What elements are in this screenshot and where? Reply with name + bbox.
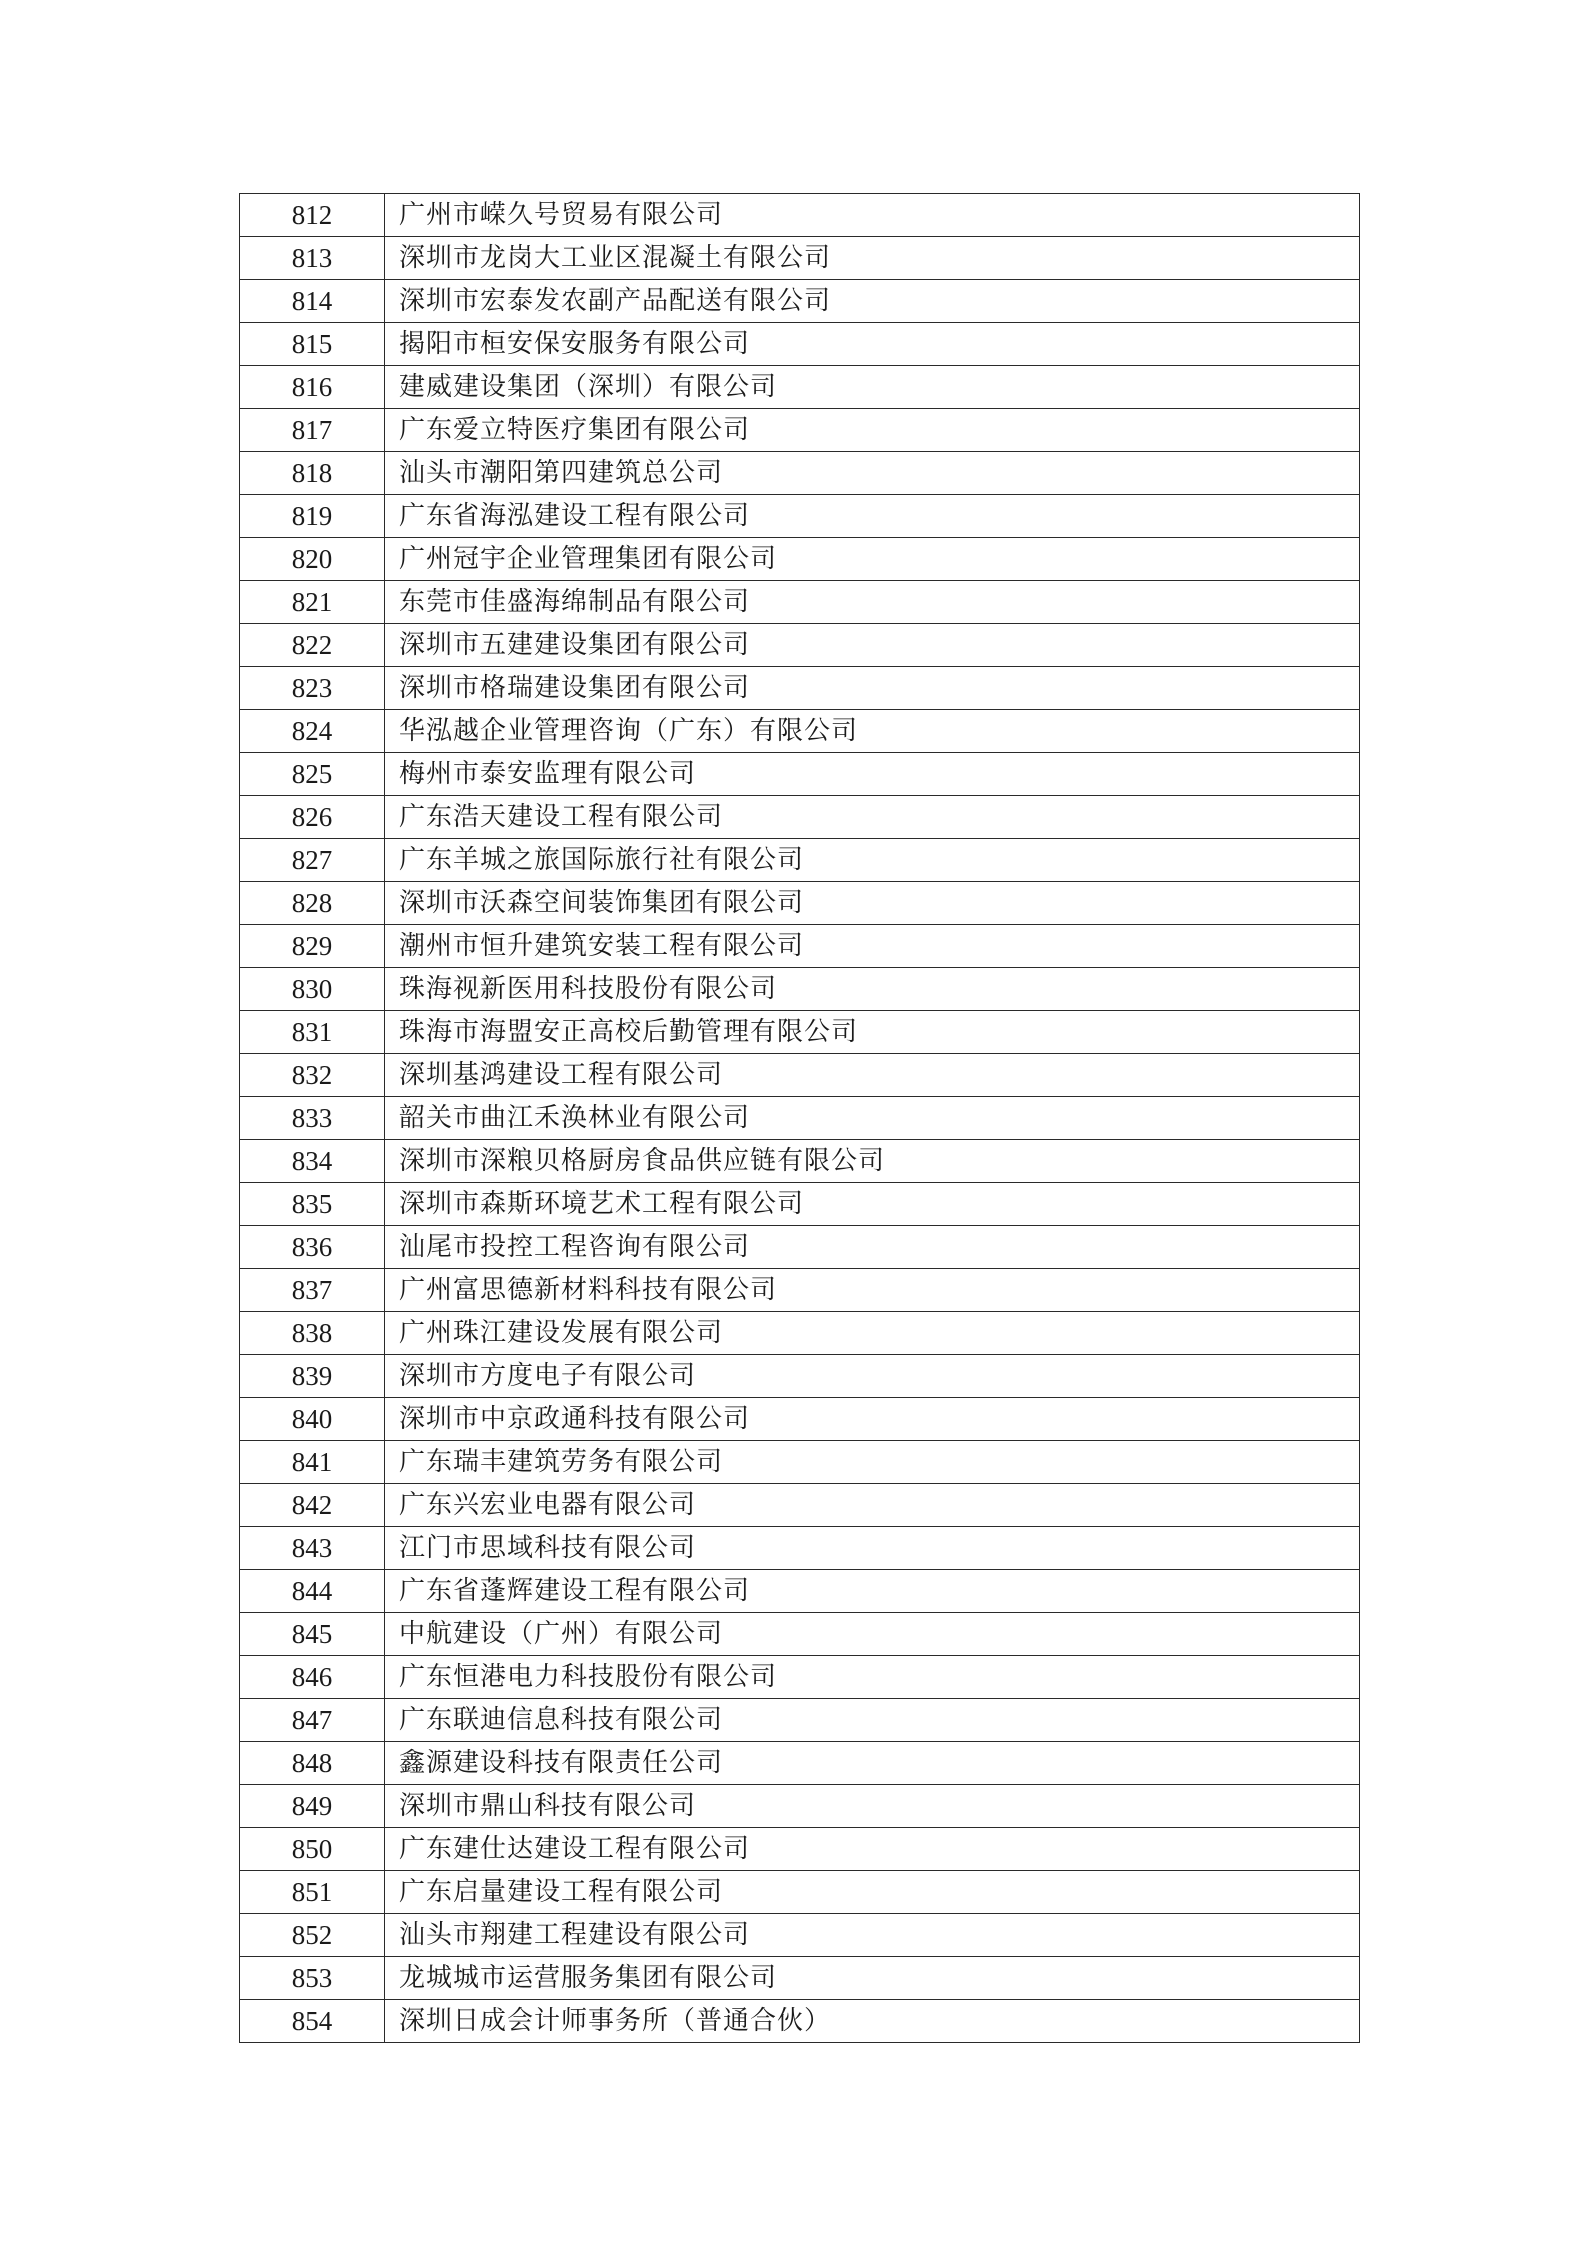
row-number: 835 <box>240 1183 385 1226</box>
row-number: 828 <box>240 882 385 925</box>
table-row <box>240 624 1360 667</box>
table-row <box>240 1441 1360 1484</box>
row-number: 822 <box>240 624 385 667</box>
table-row <box>240 323 1360 366</box>
row-number: 844 <box>240 1570 385 1613</box>
table-row <box>240 194 1360 237</box>
table-row <box>240 581 1360 624</box>
table-row <box>240 1570 1360 1613</box>
table-row <box>240 667 1360 710</box>
company-name: 广东省蓬辉建设工程有限公司 <box>385 1570 1360 1613</box>
company-name: 深圳市鼎山科技有限公司 <box>385 1785 1360 1828</box>
company-name: 潮州市恒升建筑安装工程有限公司 <box>385 925 1360 968</box>
table-row <box>240 366 1360 409</box>
table-row <box>240 1957 1360 2000</box>
company-name: 深圳市深粮贝格厨房食品供应链有限公司 <box>385 1140 1360 1183</box>
company-name: 深圳市方度电子有限公司 <box>385 1355 1360 1398</box>
company-name: 东莞市佳盛海绵制品有限公司 <box>385 581 1360 624</box>
company-name: 深圳市五建建设集团有限公司 <box>385 624 1360 667</box>
row-number: 838 <box>240 1312 385 1355</box>
row-number: 837 <box>240 1269 385 1312</box>
company-name: 深圳市中京政通科技有限公司 <box>385 1398 1360 1441</box>
company-name: 深圳市龙岗大工业区混凝土有限公司 <box>385 237 1360 280</box>
company-name: 深圳市森斯环境艺术工程有限公司 <box>385 1183 1360 1226</box>
company-name: 龙城城市运营服务集团有限公司 <box>385 1957 1360 2000</box>
row-number: 832 <box>240 1054 385 1097</box>
table-row <box>240 1785 1360 1828</box>
row-number: 824 <box>240 710 385 753</box>
row-number: 848 <box>240 1742 385 1785</box>
company-name: 汕头市潮阳第四建筑总公司 <box>385 452 1360 495</box>
row-number: 840 <box>240 1398 385 1441</box>
row-number: 853 <box>240 1957 385 2000</box>
company-name: 深圳市宏泰发农副产品配送有限公司 <box>385 280 1360 323</box>
table-row <box>240 1269 1360 1312</box>
table-row <box>240 1699 1360 1742</box>
company-name: 汕头市翔建工程建设有限公司 <box>385 1914 1360 1957</box>
company-name: 广州富思德新材料科技有限公司 <box>385 1269 1360 1312</box>
table-row <box>240 1613 1360 1656</box>
company-name: 珠海视新医用科技股份有限公司 <box>385 968 1360 1011</box>
row-number: 843 <box>240 1527 385 1570</box>
company-name: 梅州市泰安监理有限公司 <box>385 753 1360 796</box>
table-row <box>240 1226 1360 1269</box>
table-row <box>240 1914 1360 1957</box>
company-name: 中航建设（广州）有限公司 <box>385 1613 1360 1656</box>
company-list-table <box>239 193 1360 2043</box>
table-row <box>240 1656 1360 1699</box>
row-number: 823 <box>240 667 385 710</box>
company-name: 广东恒港电力科技股份有限公司 <box>385 1656 1360 1699</box>
row-number: 815 <box>240 323 385 366</box>
company-name: 深圳日成会计师事务所（普通合伙） <box>385 2000 1360 2043</box>
table-row <box>240 925 1360 968</box>
table-row <box>240 1312 1360 1355</box>
table-row <box>240 1183 1360 1226</box>
row-number: 836 <box>240 1226 385 1269</box>
company-name: 韶关市曲江禾涣林业有限公司 <box>385 1097 1360 1140</box>
table-row <box>240 452 1360 495</box>
table-row <box>240 1140 1360 1183</box>
company-name: 广东启量建设工程有限公司 <box>385 1871 1360 1914</box>
row-number: 827 <box>240 839 385 882</box>
company-name: 广州冠宇企业管理集团有限公司 <box>385 538 1360 581</box>
row-number: 830 <box>240 968 385 1011</box>
row-number: 820 <box>240 538 385 581</box>
table-row <box>240 796 1360 839</box>
company-name: 华泓越企业管理咨询（广东）有限公司 <box>385 710 1360 753</box>
row-number: 847 <box>240 1699 385 1742</box>
table-row <box>240 753 1360 796</box>
row-number: 839 <box>240 1355 385 1398</box>
table-row <box>240 968 1360 1011</box>
company-name: 广东瑞丰建筑劳务有限公司 <box>385 1441 1360 1484</box>
company-name: 广州市嵘久号贸易有限公司 <box>385 194 1360 237</box>
company-name: 深圳市格瑞建设集团有限公司 <box>385 667 1360 710</box>
company-name: 鑫源建设科技有限责任公司 <box>385 1742 1360 1785</box>
table-row <box>240 1097 1360 1140</box>
table-row <box>240 1011 1360 1054</box>
company-name: 揭阳市桓安保安服务有限公司 <box>385 323 1360 366</box>
table-row <box>240 2000 1360 2043</box>
company-name: 深圳基鸿建设工程有限公司 <box>385 1054 1360 1097</box>
table-row <box>240 409 1360 452</box>
row-number: 833 <box>240 1097 385 1140</box>
table-row <box>240 710 1360 753</box>
row-number: 825 <box>240 753 385 796</box>
table-row <box>240 538 1360 581</box>
company-name: 汕尾市投控工程咨询有限公司 <box>385 1226 1360 1269</box>
row-number: 849 <box>240 1785 385 1828</box>
company-name: 建威建设集团（深圳）有限公司 <box>385 366 1360 409</box>
row-number: 819 <box>240 495 385 538</box>
row-number: 842 <box>240 1484 385 1527</box>
row-number: 851 <box>240 1871 385 1914</box>
table-row <box>240 237 1360 280</box>
row-number: 812 <box>240 194 385 237</box>
company-name: 珠海市海盟安正高校后勤管理有限公司 <box>385 1011 1360 1054</box>
company-name: 广东建仕达建设工程有限公司 <box>385 1828 1360 1871</box>
row-number: 817 <box>240 409 385 452</box>
table-row <box>240 839 1360 882</box>
row-number: 845 <box>240 1613 385 1656</box>
table-row <box>240 280 1360 323</box>
table-row <box>240 1355 1360 1398</box>
table-row <box>240 1828 1360 1871</box>
table-row <box>240 1398 1360 1441</box>
table-row <box>240 1871 1360 1914</box>
table-row <box>240 1054 1360 1097</box>
company-name: 广州珠江建设发展有限公司 <box>385 1312 1360 1355</box>
row-number: 814 <box>240 280 385 323</box>
row-number: 841 <box>240 1441 385 1484</box>
row-number: 852 <box>240 1914 385 1957</box>
row-number: 826 <box>240 796 385 839</box>
company-name: 广东联迪信息科技有限公司 <box>385 1699 1360 1742</box>
company-name: 广东省海泓建设工程有限公司 <box>385 495 1360 538</box>
table-row <box>240 495 1360 538</box>
company-name: 广东爱立特医疗集团有限公司 <box>385 409 1360 452</box>
table-row <box>240 1527 1360 1570</box>
row-number: 831 <box>240 1011 385 1054</box>
row-number: 854 <box>240 2000 385 2043</box>
row-number: 816 <box>240 366 385 409</box>
company-name: 广东羊城之旅国际旅行社有限公司 <box>385 839 1360 882</box>
row-number: 821 <box>240 581 385 624</box>
company-list-body <box>240 194 1360 2043</box>
table-row <box>240 882 1360 925</box>
row-number: 846 <box>240 1656 385 1699</box>
row-number: 829 <box>240 925 385 968</box>
row-number: 818 <box>240 452 385 495</box>
table-row <box>240 1742 1360 1785</box>
row-number: 850 <box>240 1828 385 1871</box>
company-name: 江门市思域科技有限公司 <box>385 1527 1360 1570</box>
company-name: 广东浩天建设工程有限公司 <box>385 796 1360 839</box>
company-name: 深圳市沃森空间装饰集团有限公司 <box>385 882 1360 925</box>
company-name: 广东兴宏业电器有限公司 <box>385 1484 1360 1527</box>
table-row <box>240 1484 1360 1527</box>
row-number: 834 <box>240 1140 385 1183</box>
row-number: 813 <box>240 237 385 280</box>
